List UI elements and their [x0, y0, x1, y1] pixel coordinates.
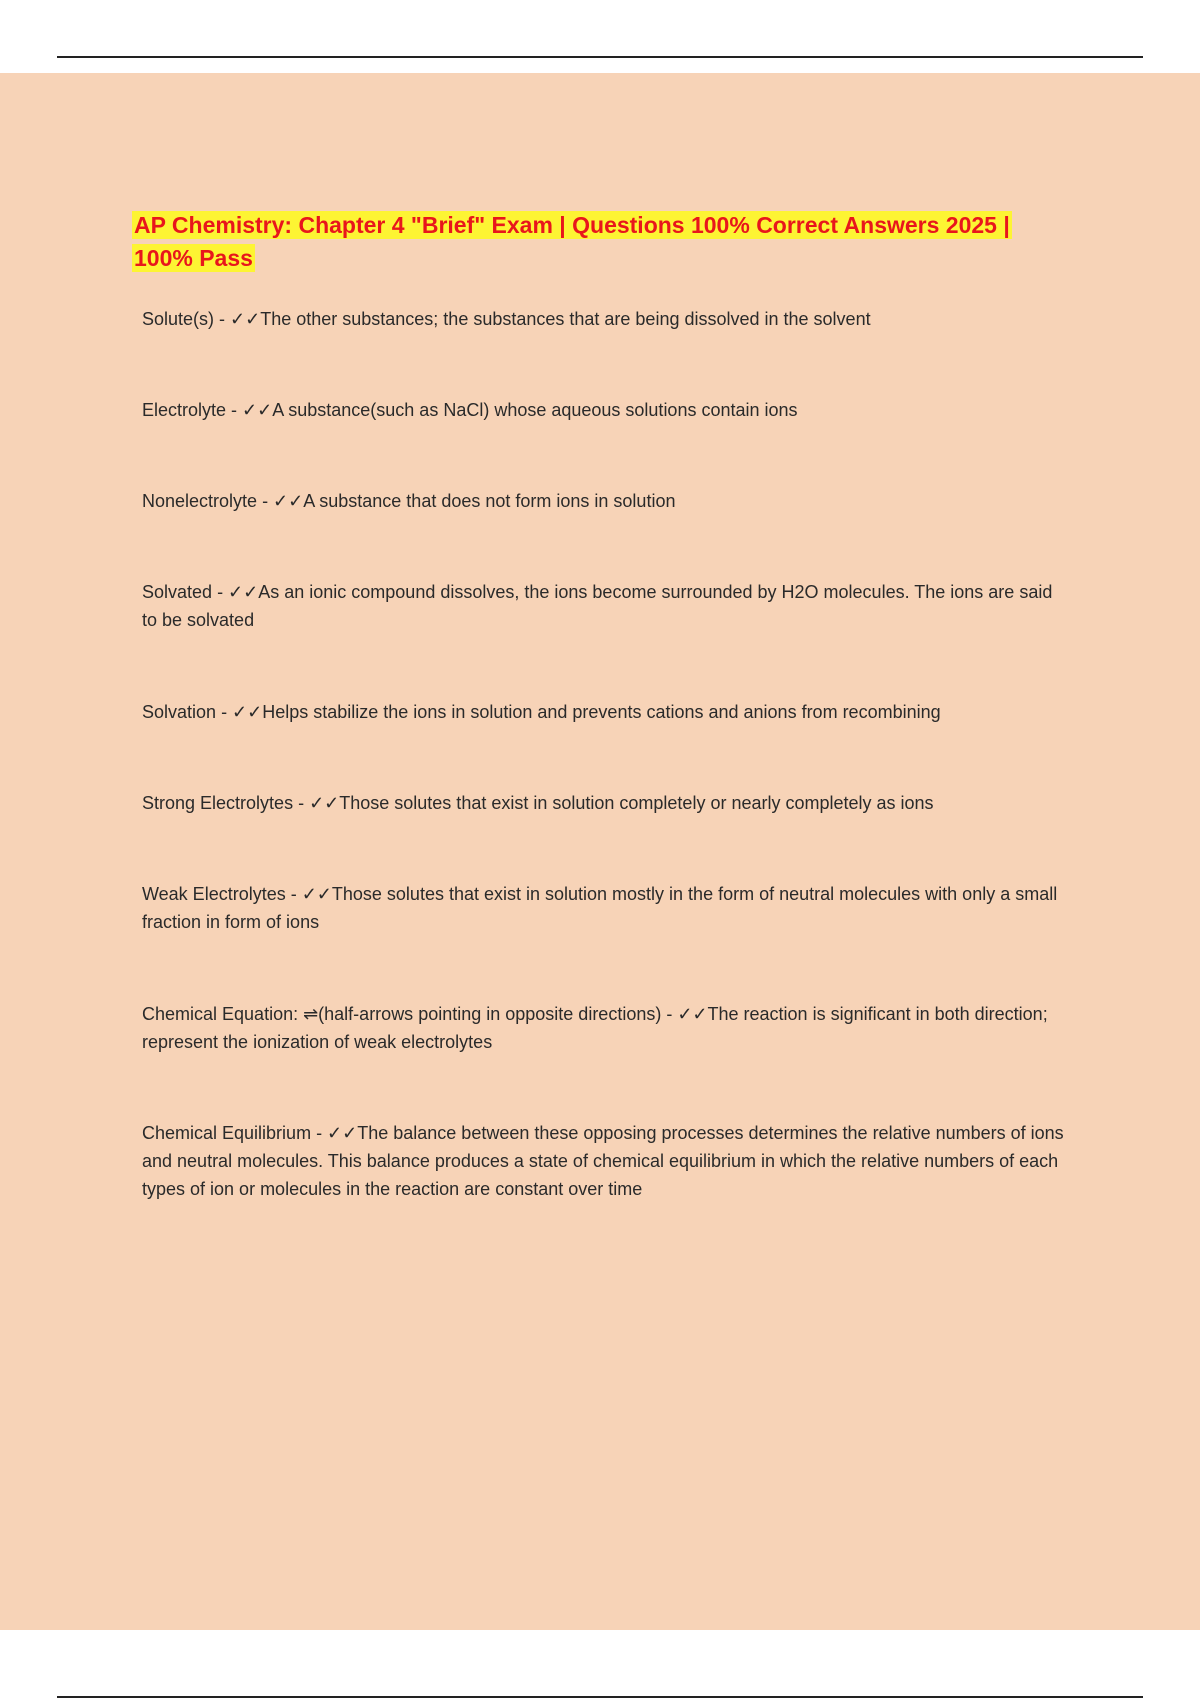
term: Weak Electrolytes	[142, 884, 286, 904]
separator-checkmarks: - ✓✓	[226, 400, 273, 420]
term-entry-electrolyte	[142, 396, 1072, 424]
header-rule	[57, 56, 1143, 58]
separator-checkmarks: - ✓✓	[661, 1004, 708, 1024]
term-entry-solutes	[142, 305, 1072, 333]
term: Solvation	[142, 702, 217, 722]
term-entry-weak-electrolytes	[142, 880, 1072, 936]
separator-checkmarks: - ✓✓	[257, 491, 304, 511]
title-highlight: AP Chemistry: Chapter 4 "Brief" Exam | Questions 100% Correct Answers 2025 | 100% Pass	[134, 212, 1010, 271]
separator-checkmarks: - ✓✓	[216, 702, 263, 722]
separator-checkmarks: - ✓✓	[285, 884, 332, 904]
definition: The other substances; the substances that are being dissolved in the solvent	[260, 309, 871, 329]
separator-checkmarks: - ✓✓	[293, 793, 340, 813]
separator-checkmarks: - ✓✓	[214, 309, 261, 329]
definition: The balance between these opposing processes determines the relative numbers of ions and neutral molecules. This balance produces a state of chemical equilibrium in which the relative numbers of each types of ion or molecules in the reaction are constant over time	[142, 1123, 1064, 1199]
footer-rule	[57, 1696, 1143, 1698]
term: Chemical Equilibrium	[142, 1123, 312, 1143]
term: Electrolyte	[142, 400, 227, 420]
term: Solute(s)	[142, 309, 215, 329]
term-entry-strong-electrolytes	[142, 789, 1072, 817]
term-entry-nonelectrolyte	[142, 487, 1072, 515]
term: Strong Electrolytes	[142, 793, 294, 813]
term-entry-chemical-equilibrium	[142, 1119, 1072, 1203]
term: Nonelectrolyte	[142, 491, 258, 511]
separator-checkmarks: - ✓✓	[311, 1123, 358, 1143]
definition: Helps stabilize the ions in solution and prevents cations and anions from recombining	[262, 702, 941, 722]
term-entry-solvated	[142, 578, 1072, 634]
definition: Those solutes that exist in solution mostly in the form of neutral molecules with only a small fraction in form of ions	[142, 884, 1058, 932]
term: Chemical Equation: ⇌(half-arrows pointing in opposite directions)	[142, 1004, 662, 1024]
separator-checkmarks: - ✓✓	[212, 582, 259, 602]
definition: A substance that does not form ions in solution	[303, 491, 676, 511]
term-entry-chemical-equation	[142, 1000, 1072, 1056]
term: Solvated	[142, 582, 213, 602]
definition: A substance(such as NaCl) whose aqueous solutions contain ions	[272, 400, 798, 420]
definition: Those solutes that exist in solution completely or nearly completely as ions	[339, 793, 934, 813]
definition: As an ionic compound dissolves, the ions become surrounded by H2O molecules. The ions are said to be solvated	[142, 582, 1053, 630]
term-entry-solvation	[142, 698, 1072, 726]
document-title	[132, 209, 1062, 275]
definition: The reaction is significant in both direction; represent the ionization of weak electrolytes	[142, 1004, 1048, 1052]
